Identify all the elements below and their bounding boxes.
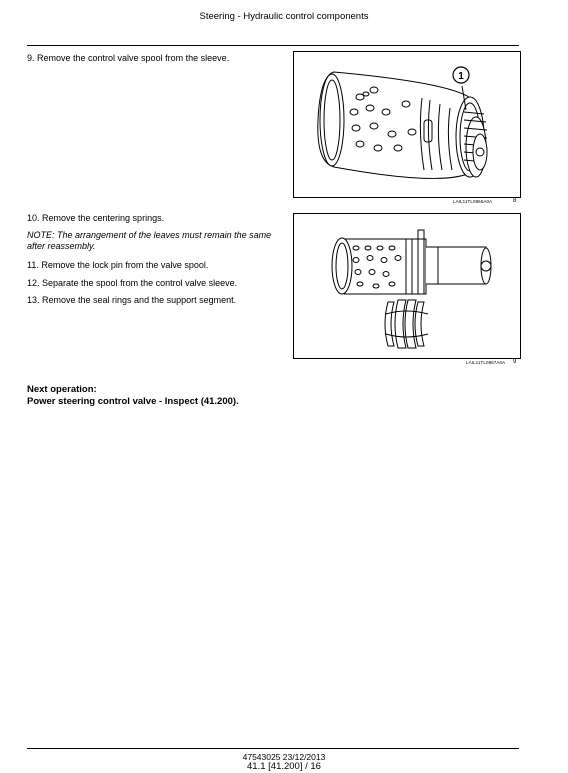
step-13: 13. Remove the seal rings and the support segment. (27, 295, 237, 305)
step-9: 9. Remove the control valve spool from the sleeve. (27, 53, 230, 63)
spool-and-springs-illustration (294, 214, 520, 358)
step-12: 12. Separate the spool from the control valve sleeve. (27, 278, 238, 288)
callout-1 (453, 67, 469, 83)
footer-rule (27, 748, 519, 749)
note-text: The arrangement of the leaves must remain the same after reassembly. (27, 230, 272, 251)
next-operation-heading: Next operation: (27, 384, 97, 395)
figure-8-number: 8 (513, 198, 517, 204)
footer-doc-id: 47543025 23/12/2013 (242, 752, 326, 762)
figure-8-caption: LAIL11TL0866A0A (453, 199, 493, 204)
figure-9-number: 9 (513, 359, 517, 365)
figure-8-box (293, 51, 521, 198)
figure-9-box (293, 213, 521, 359)
callout-1-label: 1 (458, 71, 464, 82)
next-operation-link[interactable]: Power steering control valve - Inspect (41.200). (27, 396, 239, 407)
page-header-title: Steering - Hydraulic control components (199, 11, 369, 22)
step-11: 11. Remove the lock pin from the valve spool. (27, 260, 209, 270)
note (27, 230, 277, 252)
step-10: 10. Remove the centering springs. (27, 213, 165, 223)
note-label: NOTE: (27, 230, 55, 240)
figure-9-caption: LAIL11TL0867A0A (466, 360, 506, 365)
valve-spool-sleeve-illustration (294, 52, 520, 197)
header-rule (27, 45, 519, 46)
footer-page-number: 41.1 [41.200] / 16 (247, 761, 321, 772)
